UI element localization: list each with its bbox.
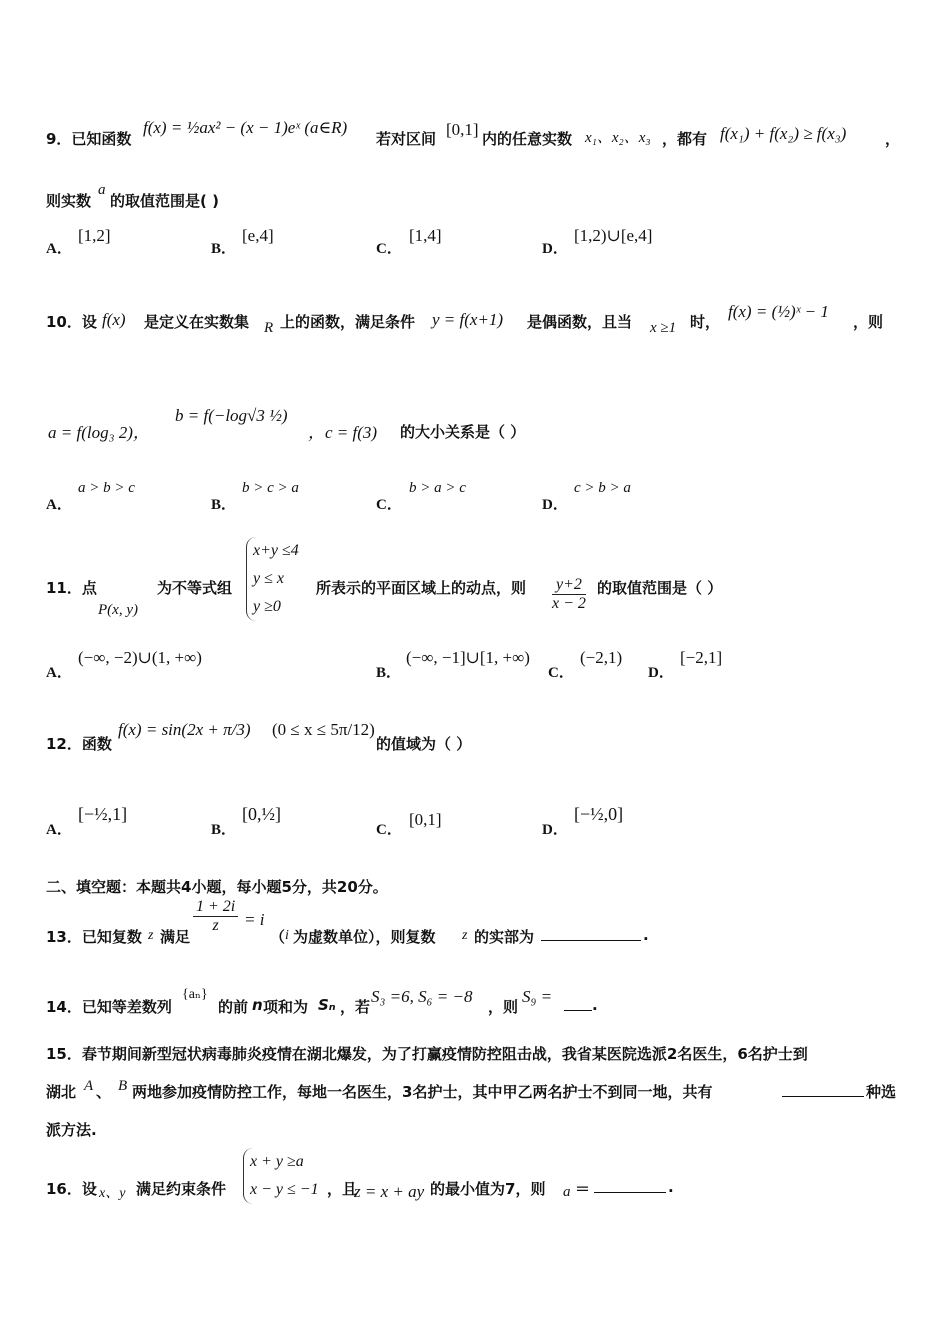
q13-text: 为虚数单位），则复数 [293,928,436,946]
q13-i: i [285,928,289,943]
q13-text: . [643,926,649,944]
q14-text: 项和为 [263,998,309,1016]
q10-text: 是偶函数，且当 [527,313,633,331]
q9-option-label[interactable]: A． [46,241,72,257]
q10-option-value: b > a > c [409,480,466,496]
q16-text: 的最小值为7，则 [430,1180,546,1198]
q9-number: 9．已知函数 [46,130,132,148]
q10-condition: y = f(x+1) [432,310,504,329]
q12-option-label[interactable]: C． [376,822,402,838]
q16-xy: x、y [99,1186,126,1201]
q9-function-formula: f(x) = ½ax² − (x − 1)eˣ (a∈R) [143,118,348,137]
q16-constraint-1: x + y ≥a [250,1153,304,1170]
q15-answer-blank[interactable] [782,1080,864,1097]
q10-c-def: ，c = f(3) [308,423,378,442]
q15-text: 种选 [866,1083,897,1101]
q12-text: 的值域为（ ） [376,735,472,753]
q10-definition: f(x) = (½)ˣ − 1 [728,302,829,321]
q13-equals: = i [244,910,265,929]
q12-option-label[interactable]: B． [211,822,237,838]
q14-number: 14．已知等差数列 [46,998,172,1016]
q16-a: a [563,1184,571,1200]
q11-fraction-denominator: x − 2 [552,595,586,612]
q16-constraint-system [243,1148,319,1204]
q9-option-value: [e,4] [242,226,274,245]
q13-fraction-denominator: z [212,917,219,934]
q14-text: ，则 [488,998,519,1016]
q15-B: B [118,1078,128,1094]
q14-condition: S₃ =6, S₆ = −8 [371,987,473,1006]
q9-inequality: f(x₁) + f(x₂) ≥ f(x₃) [720,124,847,143]
q16-text: ＝ [575,1180,591,1198]
q11-option-label[interactable]: B． [376,665,402,681]
q10-option-value: a > b > c [78,480,135,496]
q11-text: 的取值范围是（ ） [597,579,723,597]
q10-option-label[interactable]: C． [376,497,402,513]
q11-point: P(x, y) [98,602,138,618]
q10-number: 10．设 [46,313,97,331]
q12-option-value: [0,½] [242,804,281,824]
q9-interval: [0,1] [446,120,479,139]
q11-text: 为不等式组 [157,579,233,597]
q9-option-value: [1,4] [409,226,442,245]
q14-text: 的前 [218,998,249,1016]
q12-option-value: [−½,0] [574,804,624,824]
q15-text: 湖北 [46,1083,77,1101]
q14-S9: S₉ = [522,987,553,1006]
q11-option-value: (−2,1) [580,648,623,667]
q9-option-value: [1,2] [78,226,111,245]
q10-option-label[interactable]: D． [542,497,568,513]
q11-ineq-3: y ≥0 [253,598,281,615]
q16-text: . [668,1178,674,1196]
q11-option-value: (−∞, −2)∪(1, +∞) [78,648,202,667]
q16-constraint-2: x − y ≤ −1 [250,1181,319,1198]
q11-option-label[interactable]: D． [648,665,674,681]
q13-number: 13．已知复数 [46,928,142,946]
q9-option-label[interactable]: B． [211,241,237,257]
q11-option-label[interactable]: C． [548,665,574,681]
q13-fraction-numerator: 1 + 2i [193,898,238,917]
q9-vars: x₁、x₂、x₃ [585,130,651,146]
q13-text: 满足 [160,928,191,946]
q10-option-label[interactable]: A． [46,497,72,513]
q12-function: f(x) = sin(2x + π/3) [118,720,251,739]
q15-text: 两地参加疫情防控工作，每地一名医生，3名护士，其中甲乙两名护士不到同一地，共有 [132,1083,713,1101]
section-heading: 二、填空题：本题共4小题，每小题5分，共20分。 [46,878,388,896]
q14-text: . [592,996,598,1014]
q9-text: 则实数 [46,192,92,210]
q9-text: 内的任意实数 [482,130,573,148]
q11-option-label[interactable]: A． [46,665,72,681]
q10-R: R [264,320,274,336]
q10-text: 是定义在实数集 [144,313,250,331]
q12-option-label[interactable]: A． [46,822,72,838]
q14-answer-blank[interactable] [564,994,592,1011]
q14-Sn: Sₙ [318,996,336,1014]
q11-ineq-2: y ≤ x [253,570,284,587]
q13-text: 的实部为 [474,928,535,946]
q12-option-label[interactable]: D． [542,822,568,838]
q10-text: ，则 [853,313,884,331]
q9-option-value: [1,2)∪[e,4] [574,226,653,245]
q9-option-label[interactable]: C． [376,241,402,257]
q10-option-value: c > b > a [574,480,631,496]
q12-option-value: [0,1] [409,810,442,829]
q12-number: 12．函数 [46,735,112,753]
q15-line-1: 15．春节期间新型冠状病毒肺炎疫情在湖北爆发，为了打赢疫情防控阻击战，我省某医院选派2名医生，6名护士到 [46,1045,808,1063]
q13-z: z [148,928,154,943]
q10-fx: f(x) [102,310,126,329]
q13-text: （ [270,928,286,946]
q9-var-a: a [98,182,106,198]
q15-line-3: 派方法. [46,1121,97,1139]
q16-number: 16．设 [46,1180,97,1198]
q15-A: A [84,1078,94,1094]
q9-text: ， [885,130,901,148]
q16-text: 满足约束条件 [136,1180,227,1198]
q10-b-def: b = f(−log√3 ½) [175,406,288,425]
q9-text: 的取值范围是( ) [110,192,219,210]
q11-option-value: (−∞, −1]∪[1, +∞) [406,648,530,667]
q10-text: 上的函数，满足条件 [280,313,416,331]
q14-n: n [252,996,263,1014]
q10-a-def: a = f(log₃ 2)， [48,423,150,442]
q9-text: 若对区间 [376,130,437,148]
q16-objective: z = x + ay [354,1182,425,1201]
q13-z: z [462,928,468,943]
q12-option-value: [−½,1] [78,804,128,824]
q11-fraction [552,576,586,613]
q9-option-label[interactable]: D． [542,241,568,257]
q11-option-value: [−2,1] [680,648,723,667]
q9-text: ，都有 [662,130,708,148]
q14-text: ，若 [340,998,371,1016]
q11-ineq-1: x+y ≤4 [253,542,299,559]
q14-sequence: {aₙ} [182,987,208,1002]
q16-answer-blank[interactable] [594,1176,666,1193]
q15-text: 、 [96,1083,112,1101]
q11-fraction-numerator: y+2 [552,576,586,595]
q10-option-value: b > c > a [242,480,299,496]
q11-number: 11．点 [46,579,97,597]
q11-text: 所表示的平面区域上的动点，则 [316,579,527,597]
q13-fraction [193,898,238,935]
q13-answer-blank[interactable] [541,924,641,941]
q10-option-label[interactable]: B． [211,497,237,513]
q10-x-ge: x ≥1 [650,320,677,336]
q12-domain: (0 ≤ x ≤ 5π/12) [272,720,375,739]
q10-text: 的大小关系是（ ） [400,423,526,441]
q16-text: ，且 [327,1180,358,1198]
q11-inequality-system [246,537,299,621]
q10-text: 时， [690,313,721,331]
